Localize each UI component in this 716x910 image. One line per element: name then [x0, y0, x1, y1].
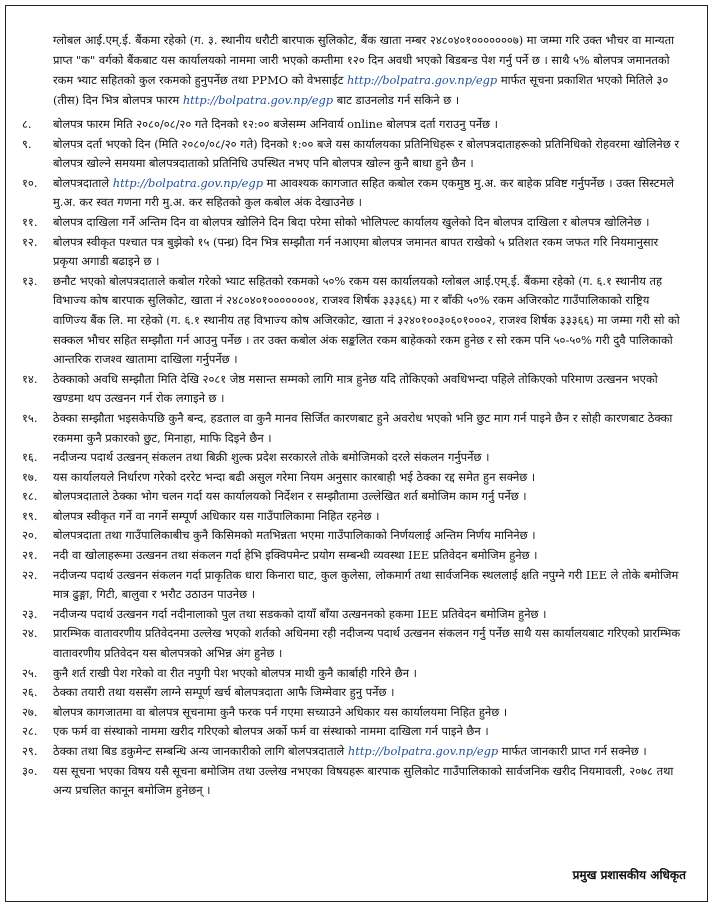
- item-number: २९.: [22, 744, 38, 758]
- item-number: १२.: [22, 234, 38, 249]
- item-number: १९.: [22, 508, 38, 523]
- item-text: एक फर्म वा संस्थाको नाममा खरीद गरिएको बोलपत्र अर्को फर्म वा संस्थाको नाममा दाखिला गर्न पाइने छैन ।: [53, 724, 489, 739]
- item-text: यस कार्यालयले निर्धारण गरेको दररेट भन्दा बढी असुल गरेमा नियम अनुसार कारबाही भई ठेक्का रद्द समेत हुन सक्नेछ ।: [53, 469, 536, 484]
- list-item: [22, 370, 686, 409]
- item-text: बोलपत्र स्वीकृत गर्ने वा नगर्ने सम्पूर्ण अधिकार यस गाउँपालिकामा निहित रहनेछ ।: [53, 508, 380, 523]
- intro-text-2: मार्फत सूचना प्रकाशित भएको मितिले ३० (तीस) दिन भित्र बोलपत्र फारम: [53, 73, 669, 108]
- item-text: प्रारम्भिक वातावरणीय प्रतिवेदनमा उल्लेख भएको शर्तको अधिनमा रही नदीजन्य पदार्थ उत्खनन संकलन गर्नु पर्नेछ साथै यस कार्यालयबाट गरिएको प्रारम्भिक वातावरणीय प्रतिवेदन यस बोलपत्रको अभिन्न अंग हुनेछ ।: [53, 626, 681, 661]
- item-text: मार्फत जानकारी प्राप्त गर्न सक्नेछ ।: [498, 744, 647, 758]
- item-number: २२.: [22, 567, 38, 582]
- item-text: छनौट भएको बोलपत्रदाताले कबोल गरेको भ्याट सहितको रकमको ५०% रकम यस कार्यालयको ग्लोबल आई.एम्.ई. बैंकमा रहेको (ग. ६.१ स्थानीय तह विभाज्य कोष बारपाक सुलिकोट, खाता नं २४८०४०१०००००००४, राजश्व शिर्षक ३३३६६) मा र बाँकी ५०% रकम अजिरकोट गाउँपालिकाको राष्ट्रिय वाणिज्य बैंक लि. मा रहेको (ग. ६.१ स्थानीय तह विभाज्य कोष अजिरकोट, खाता नं ३२४०१००३०६०१०००२, राजश्व शिर्षक ३३३६६) मा जम्मा गरी सो को सक्कल भौचर सहित सम्झौता गर्न आउनु पर्नेछ । तर उक्त कबोल अंक सङ्कलित रकम बाहेकको रकम हुनेछ र सो रकम पनि ५०-५०% गरी दुवै पालिकाको आन्तरिक राजश्व खातामा दाखिला गर्नुपर्नेछ ।: [53, 273, 680, 367]
- item-number: १५.: [22, 410, 38, 425]
- intro-text-1: ग्लोबल आई.एम्.ई. बैंकमा रहेको (ग. ३. स्थानीय धरौटी बारपाक सुलिकोट, बैंक खाता नम्बर २४८०४०१०००००००७) मा जम्मा गरि उक्त भौचर वा मान्यता प्राप्त "क" वर्गको बैंकबाट यस कार्यालयको नाममा जारी भएको कम्तीमा १२० दिन अवधी भएको बिडबन्ड पेश गर्नु पर्ने छ । साथै ५% बोलपत्र जमानतको रकम भ्याट सहितको कुल रकमको हुनुपर्नेछ तथा PPMO को वेभसाईट: [53, 33, 675, 88]
- item-number: १६.: [22, 450, 38, 465]
- list-item: [22, 566, 686, 605]
- item-text: नदीजन्य पदार्थ उत्खनन संकलन गर्दा प्राकृतिक धारा किनारा घाट, कुल कुलेसा, लोकमार्ग तथा सार्वजनिक स्थललाई क्षति नपुग्ने गरी IEE ले तोके बमोजिम मात्र ढुङ्गा, गिटी, बालुवा र भरौट उठाउन पाउनेछ ।: [53, 567, 679, 602]
- list-item: [22, 115, 686, 135]
- item-number: १४.: [22, 371, 38, 386]
- list-item: [22, 624, 686, 663]
- intro-text-3: बाट डाउनलोड गर्न सकिने छ ।: [333, 93, 460, 108]
- item-number: १३.: [22, 273, 38, 288]
- egp-link[interactable]: http://bolpatra.gov.np/egp: [347, 744, 499, 758]
- item-number: २१.: [22, 548, 38, 563]
- item-number: २३.: [22, 606, 38, 621]
- conditions-list: [22, 115, 686, 801]
- item-number: २८.: [22, 724, 38, 739]
- item-number: १०.: [22, 175, 38, 190]
- item-text: ठेक्काको अवधि सम्झौता मिति देखि २०८१ जेष्ठ मसान्त सम्मको लागि मात्र हुनेछ यदि तोकिएको अवधिभन्दा पहिले तोकिएको परिमाण उत्खनन भएको खण्डमा थप उत्खनन गर्न रोक लगाइने छ ।: [53, 371, 658, 406]
- list-item: [22, 722, 686, 742]
- item-number: १८.: [22, 489, 38, 504]
- list-item: [22, 135, 686, 174]
- intro-paragraph: [53, 30, 686, 110]
- signature-title: प्रमुख प्रशासकीय अधिकृत: [572, 868, 686, 882]
- list-item: [22, 233, 686, 272]
- list-item: [22, 605, 686, 625]
- list-item: [22, 487, 686, 507]
- list-item: [22, 664, 686, 684]
- item-number: ८.: [22, 117, 32, 131]
- item-text: नदीजन्य पदार्थ उत्खनन् संकलन तथा बिक्री शुल्क प्रदेश सरकारले तोके बमोजिमको दरले संकलन गर्नुपर्नेछ ।: [53, 450, 490, 465]
- item-text: यस सूचना भएका विषय यसै सूचना बमोजिम तथा उल्लेख नभएका विषयहरू बारपाक सुलिकोट गाउँपालिकाको सार्वजनिक खरीद नियमावली, २०७८ तथा अन्य प्रचलित कानून बमोजिम हुनेछन् ।: [53, 763, 674, 798]
- egp-link[interactable]: http://bolpatra.gov.np/egp: [182, 93, 334, 108]
- item-text: बोलपत्रदाताले: [53, 175, 113, 190]
- list-item: [22, 409, 686, 448]
- list-item: [22, 448, 686, 468]
- item-number: ९.: [22, 136, 32, 151]
- item-text: बोलपत्रदाताले ठेक्का भोग चलन गर्दा यस कार्यालयको निर्देशन र सम्झौतामा उल्लेखित शर्त बमोजिम काम गर्नु पर्नेछ ।: [53, 489, 527, 504]
- list-item: [22, 468, 686, 488]
- item-text: बोलपत्र फारम मिति २०८०/०८/२० गते दिनको १२:०० बजेसम्म अनिवार्य online बोलपत्र दर्ता गराउनु पर्नेछ ।: [53, 117, 498, 131]
- item-text: नदीजन्य पदार्थ उत्खनन गर्दा नदीनालाको पुल तथा सडकको दायाँ बाँया उत्खननको हकमा IEE प्रतिवेदन बमोजिम हुनेछ ।: [53, 606, 547, 621]
- list-item: [22, 507, 686, 527]
- item-number: २६.: [22, 685, 38, 700]
- item-text: बोलपत्र स्वीकृत पश्चात पत्र बुझेको १५ (पन्ध्र) दिन भित्र सम्झौता गर्न नआएमा बोलपत्र जमानत बापत राखेको ५ प्रतिशत रकम जफत गरि नियमानुसार प्रकृया अगाडी बढाइने छ ।: [53, 234, 659, 269]
- list-item: [22, 526, 686, 546]
- item-text: बोलपत्र दाखिला गर्ने अन्तिम दिन वा बोलपत्र खोलिने दिन बिदा परेमा सोको भोलिपल्ट कार्यालय खुलेको दिन बोलपत्र दाखिला र बोलपत्र खोलिनेछ ।: [53, 214, 650, 229]
- item-text: ठेक्का तयारी तथा यससँग लाग्ने सम्पूर्ण खर्च बोलपत्रदाता आफै जिम्मेवार हुनु पर्नेछ ।: [53, 685, 395, 700]
- item-number: २०.: [22, 528, 38, 543]
- item-text: बोलपत्रदाता तथा गाउँपालिकाबीच कुनै किसिमको मतभिन्नता भएमा गाउँपालिकाको निर्णयलाई अन्तिम निर्णय मानिनेछ ।: [53, 528, 536, 543]
- item-number: १७.: [22, 469, 38, 484]
- item-text: बोलपत्र दर्ता भएको दिन (मिति २०८०/०८/२० गते) दिनको १:०० बजे यस कार्यालयका प्रतिनिधिहरू र बोलपत्रदाताहरूको प्रतिनिधिको रोहवरमा खोलिनेछ र बोलपत्र खोल्ने समयमा बोलपत्रदाताको प्रतिनिधि उपस्थित नभए पनि बोलपत्र खोल्न कुनै बाधा हुने छैन ।: [53, 136, 680, 171]
- item-text: मा आवश्यक कागजात सहित कबोल रकम एकमुष्ठ मु.अ. कर बाहेक प्रविष्ट गर्नुपर्नेछ । उक्त सिस्टमले मु.अ. कर स्वत गणना गरी मु.अ. कर सहितको कुल कबोल अंक देखाउनेछ ।: [53, 175, 674, 210]
- list-item: [22, 703, 686, 723]
- list-item: [22, 174, 686, 213]
- item-text: कुनै शर्त राखी पेश गरेको वा रीत नपुगी पेश भएको बोलपत्र माथी कुनै कार्बाही गरिने छैन ।: [53, 665, 417, 680]
- item-text: बोलपत्र कागजातमा वा बोलपत्र सूचनामा कुनै फरक पर्न गएमा सच्याउने अधिकार यस कार्यालयमा निहित हुनेछ ।: [53, 704, 508, 719]
- list-item: [22, 762, 686, 801]
- list-item: [22, 272, 686, 370]
- list-item: [22, 546, 686, 566]
- list-item: [22, 213, 686, 233]
- item-text: नदी वा खोलाहरूमा उत्खनन तथा संकलन गर्दा हेभि इक्विपमेन्ट प्रयोग सम्बन्धी व्यवस्था IEE प्रतिवेदन बमोजिम हुनेछ ।: [53, 548, 538, 563]
- egp-link[interactable]: http://bolpatra.gov.np/egp: [346, 73, 498, 88]
- item-number: २५.: [22, 665, 38, 680]
- list-item: [22, 683, 686, 703]
- item-number: ११.: [22, 214, 38, 229]
- item-number: ३०.: [22, 763, 38, 778]
- item-number: २४.: [22, 626, 38, 641]
- item-text: ठेक्का तथा बिड डकुमेन्ट सम्बन्धि अन्य जानकारीको लागि बोलपत्रदाताले: [53, 744, 348, 758]
- item-number: २७.: [22, 704, 38, 719]
- item-text: ठेक्का सम्झौता भइसकेपछि कुनै बन्द, हडताल वा कुनै मानव सिर्जित कारणबाट हुने अवरोध भएको भनि छुट माग गर्न पाइने छैन र सोही कारणबाट ठेक्का रकममा कुनै प्रकारको छुट, मिनाहा, माफि दिइने छैन ।: [53, 410, 673, 445]
- egp-link[interactable]: http://bolpatra.gov.np/egp: [112, 175, 263, 190]
- list-item: [22, 742, 686, 762]
